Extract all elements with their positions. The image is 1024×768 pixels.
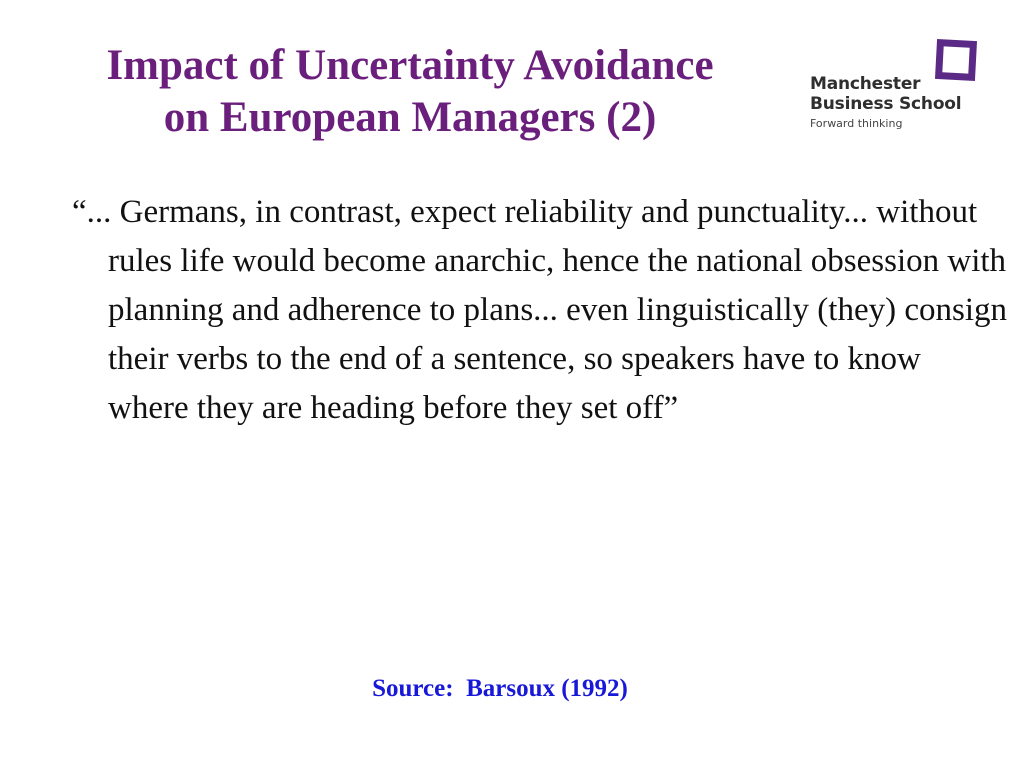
logo-name-line-1: Manchester [810,74,921,94]
slide-title-line-2: on European Managers (2) [163,94,657,141]
slide-title [40,40,780,144]
slide-title-line-1: Impact of Uncertainty Avoidance [106,42,714,89]
logo-tagline: Forward thinking [810,117,903,130]
quote-text: “... Germans, in contrast, expect reliability and punctuality... without rules life would become anarchic, hence the national obsession with planning and adherence to plans... even linguistically (they) consign their verbs to the end of a sentence, so speakers have to know where they are heading before they set off” [72,194,1007,426]
logo-name-line-2: Business School [810,94,962,114]
manchester-business-school-logo [808,38,998,138]
square-logo-mark-icon [935,39,977,81]
source-citation: Source: Barsoux (1992) [372,675,628,702]
